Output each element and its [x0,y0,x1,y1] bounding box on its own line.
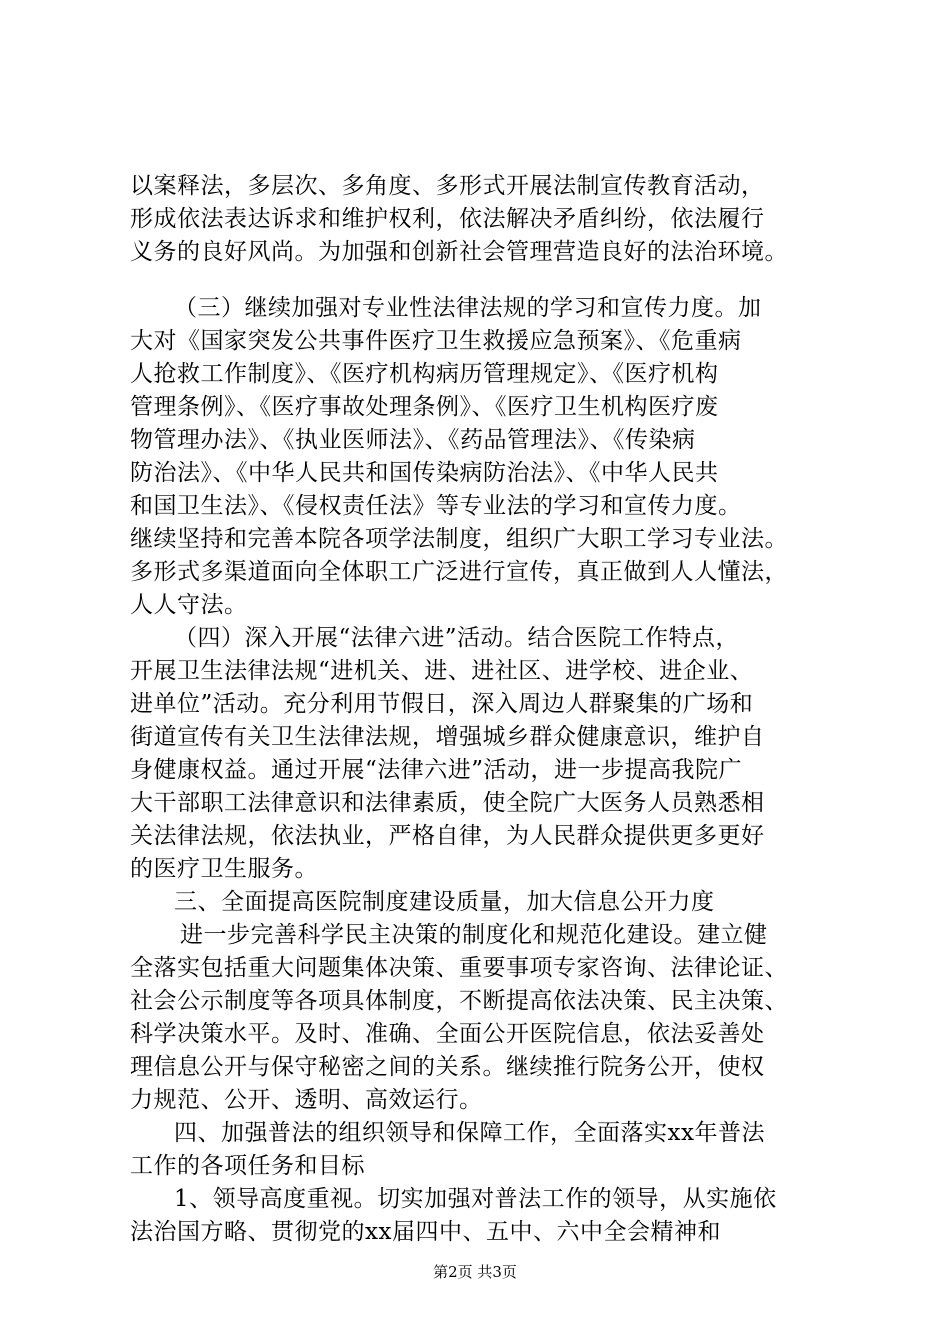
text-line: 的医疗卫生服务。 [130,856,318,882]
text-line: 科学决策水平。及时、准确、全面公开医院信息，依法妥善处 [130,1021,765,1047]
text-line: 人抢救工作制度》、《医疗机构病历管理规定》、《医疗机构 [130,361,719,387]
text-line: 大对《国家突发公共事件医疗卫生救援应急预案》、《危重病 [130,328,742,354]
page-number-footer: 第2页 共3页 [433,1263,517,1281]
text-line: 防治法》、《中华人民共和国传染病防治法》、《中华人民共 [130,460,719,486]
text-line: 形成依法表达诉求和维护权利，依法解决矛盾纠纷，依法履行 [130,206,765,232]
text-line: 法治国方略、贯彻党的xx届四中、五中、六中全会精神和 [130,1219,721,1245]
text-line: 力规范、公开、透明、高效运行。 [130,1087,483,1113]
text-line: 和国卫生法》、《侵权责任法》等专业法的学习和宣传力度。 [130,493,742,519]
text-line: 1、领导高度重视。切实加强对普法工作的领导，从实施依 [174,1186,777,1212]
text-line: 进单位”活动。充分利用节假日，深入周边人群聚集的广场和 [130,691,754,717]
text-line: 进一步完善科学民主决策的制度化和规范化建设。建立健 [180,922,768,948]
text-line: 开展卫生法律法规“进机关、进、进社区、进学校、进企业、 [130,658,754,684]
text-line: 多形式多渠道面向全体职工广泛进行宣传，真正做到人人懂法， [130,559,788,585]
text-line: 社会公示制度等各项具体制度，不断提高依法决策、民主决策、 [130,988,788,1014]
text-line: 工作的各项任务和目标 [130,1153,365,1179]
text-line: 物管理办法》、《执业医师法》、《药品管理法》、《传染病 [130,427,696,453]
text-line: 大干部职工法律意识和法律素质，使全院广大医务人员熟悉相 [130,790,765,816]
text-line: 人人守法。 [130,592,248,618]
section-heading-3: 三、全面提高医院制度建设质量，加大信息公开力度 [174,889,715,915]
text-line: 街道宣传有关卫生法律法规，增强城乡群众健康意识，维护自 [130,724,765,750]
text-line: 关法律法规，依法执业，严格自律，为人民群众提供更多更好 [130,823,765,849]
section-heading-4: 四、加强普法的组织领导和保障工作，全面落实xx年普法 [174,1120,765,1146]
text-line: 继续坚持和完善本院各项学法制度，组织广大职工学习专业法。 [130,526,788,552]
text-line: 管理条例》、《医疗事故处理条例》、《医疗卫生机构医疗废 [130,394,719,420]
text-line: 全落实包括重大问题集体决策、重要事项专家咨询、法律论证、 [130,955,788,981]
paragraph-heading-3: （三）继续加强对专业性法律法规的学习和宣传力度。加 [174,295,762,321]
text-line: 身健康权益。通过开展“法律六进”活动，进一步提高我院广 [130,757,743,783]
text-line: 理信息公开与保守秘密之间的关系。继续推行院务公开，使权 [130,1054,765,1080]
paragraph-heading-4: （四）深入开展“法律六进”活动。结合医院工作特点， [174,625,740,651]
text-line: 义务的良好风尚。为加强和创新社会管理营造良好的法治环境。 [130,239,788,265]
text-line: 以案释法，多层次、多角度、多形式开展法制宣传教育活动， [130,173,765,199]
